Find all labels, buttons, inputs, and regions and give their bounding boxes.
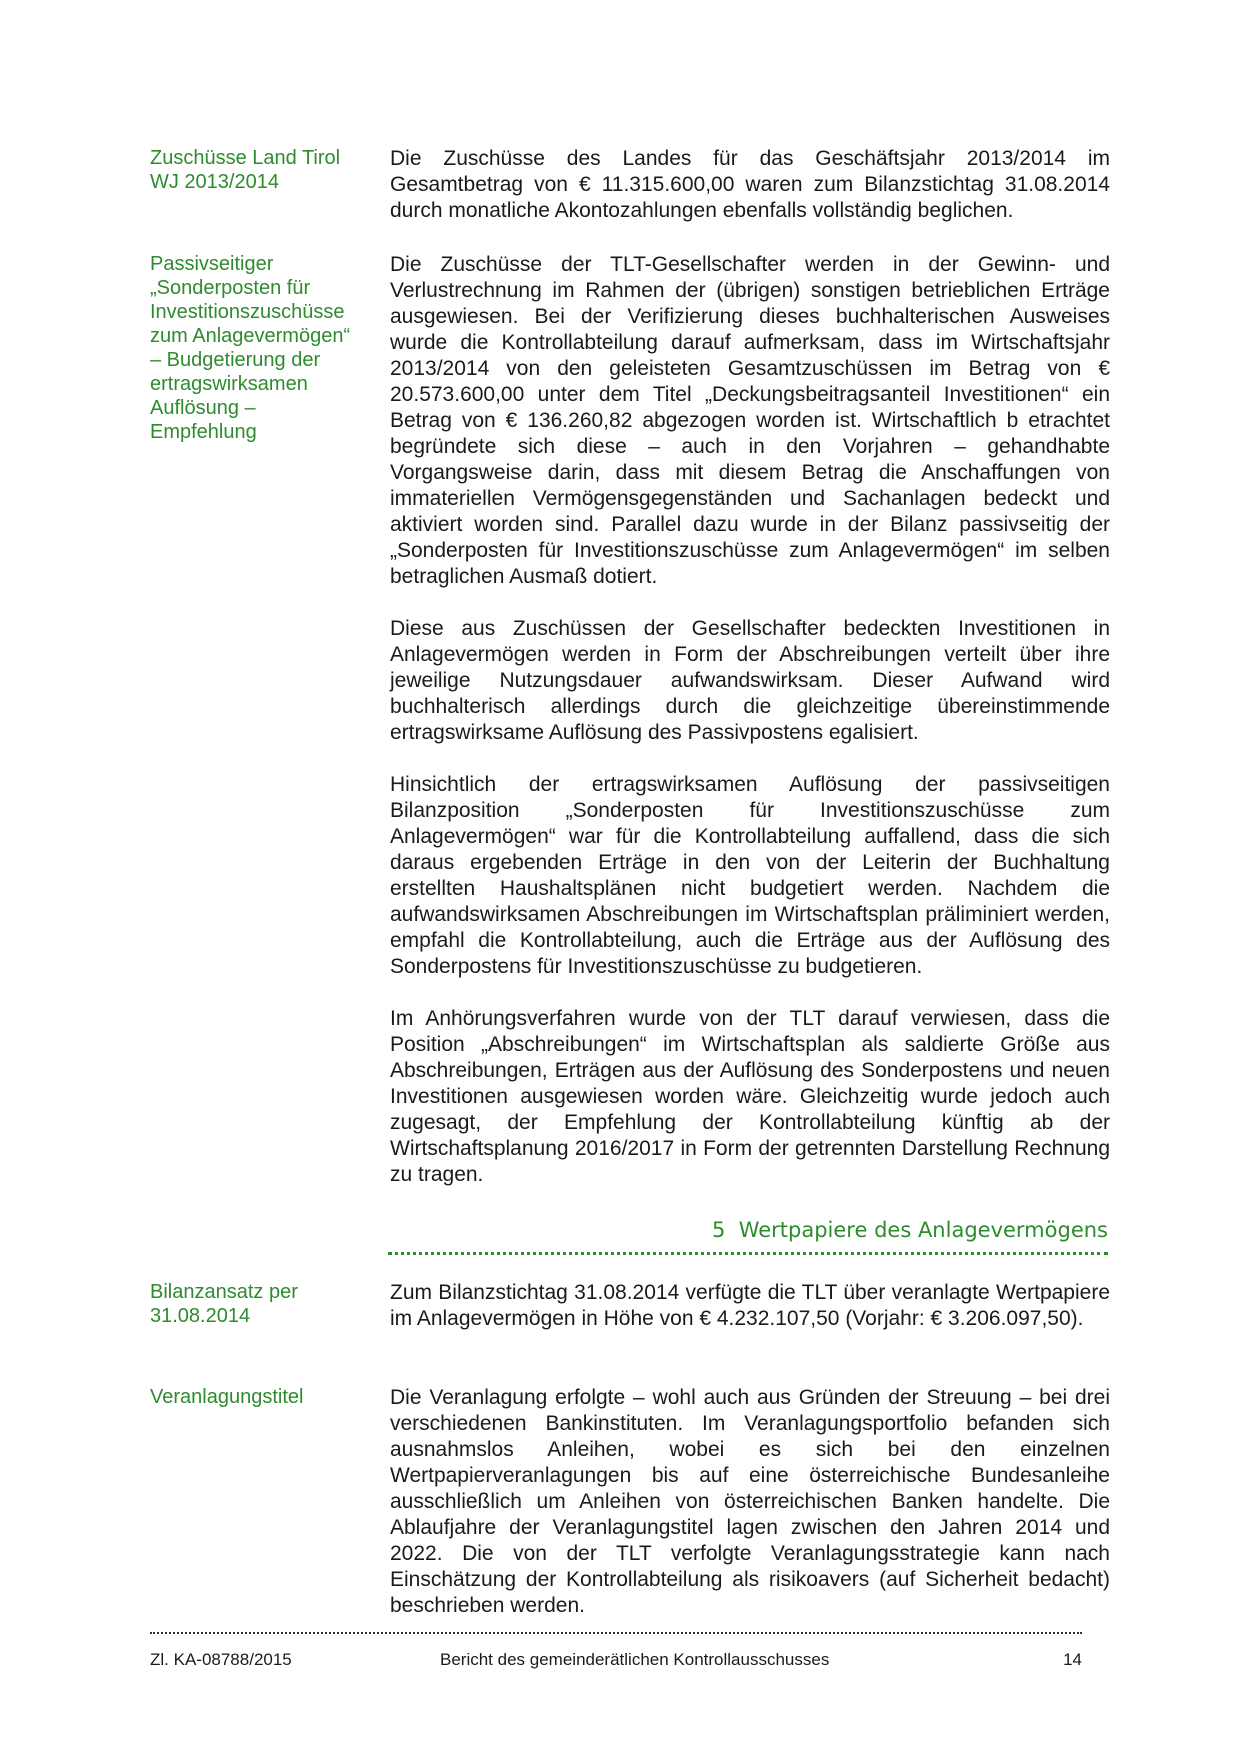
paragraph: Die Zuschüsse des Landes für das Geschäftsjahr 2013/2014 im Gesamtbetrag von € 11.315.600,00 waren zum Bilanzstichtag 31.08.2014 durch monatliche Akontozahlungen ebenfalls vollständig beglichen. <box>390 147 1110 222</box>
margin-label: Passivseitiger „Sonderposten für Investitionszuschüsse zum Anlagevermögen“ – Budgetierung der ertragswirksamen Auflösung – Empfehlung <box>150 253 351 443</box>
paragraph: Zum Bilanzstichtag 31.08.2014 verfügte die TLT über veranlagte Wertpapiere im Anlagevermögen in Höhe von € 4.232.107,50 (Vorjahr: € 3.206.097,50). <box>390 1281 1110 1330</box>
section-heading <box>388 1216 1108 1255</box>
paragraph: Diese aus Zuschüssen der Gesellschafter bedeckten Investitionen in Anlagevermögen werden in Form der Abschreibungen verteilt über ihre jeweilige Nutzungsdauer aufwandswirksam. Dieser Aufwand wird buchhalterisch allerdings durch die gleichzeitige übereinstimmende ertragswirksame Auflösung des Passivpostens egalisiert. <box>390 617 1110 744</box>
section-body <box>390 1385 1110 1619</box>
paragraph: Die Zuschüsse der TLT-Gesellschafter werden in der Gewinn- und Verlustrechnung im Rahmen der (übrigen) sonstigen betrieblichen Erträge ausgewiesen. Bei der Verifizierung dieses buchhalterischen Ausweises wurde die Kontrollabteilung darauf aufmerksam, dass im Wirtschaftsjahr 2013/2014 von den geleisteten Gesamtzuschüssen im Betrag von € 20.573.600,00 unter dem Titel „Deckungsbeitragsanteil Investitionen“ ein Betrag von € 136.260,82 abgezogen worden ist. Wirtschaftlich b etrachtet begründete sich diese – auch in den Vorjahren – gehandhabte Vorgangsweise darin, dass mit diesem Betrag die Anschaffungen von immateriellen Vermögensgegenständen und Sachanlagen bedeckt und aktiviert worden sind. Parallel dazu wurde in der Bilanz passivseitig der „Sonderposten für Investitionszuschüsse zum Anlagevermögen“ im selben betraglichen Ausmaß dotiert. <box>390 253 1110 588</box>
paragraph: Hinsichtlich der ertragswirksamen Auflösung der passivseitigen Bilanzposition „Sonderposten für Investitionszuschüsse zum Anlagevermögen“ war für die Kontrollabteilung auffallend, dass die sich daraus ergebenden Erträge in den von der Leiterin der Buchhaltung erstellten Haushaltsplänen nicht budgetiert werden. Nachdem die aufwandswirksamen Abschreibungen im Wirtschaftsplan präliminiert werden, empfahl die Kontrollabteilung, auch die Erträge aus der Auflösung des Sonderpostens für Investitionszuschüsse zu budgetieren. <box>390 773 1110 978</box>
footer-reference: Zl. KA-08788/2015 <box>150 1650 292 1669</box>
page-number: 14 <box>1063 1650 1082 1669</box>
section-body <box>390 146 1110 224</box>
section-body <box>390 252 1110 1188</box>
margin-label: Zuschüsse Land Tirol WJ 2013/2014 <box>150 147 341 193</box>
section-heading-text <box>712 1218 1108 1242</box>
paragraph: Die Veranlagung erfolgte – wohl auch aus Gründen der Streuung – bei drei verschiedenen Bankinstituten. Im Veranlagungsportfolio befanden sich ausnahmslos Anleihen, wobei es sich bei den einzelnen Wertpapierveranlagungen bis auf eine österreichische Bundesanleihe ausschließlich um Anleihen von österreichischen Banken handelte. Die Ablaufjahre der Veranlagungstitel lagen zwischen den Jahren 2014 und 2022. Die von der TLT verfolgte Veranlagungsstrategie kann nach Einschätzung der Kontrollabteilung als risikoavers (auf Sicherheit bedacht) beschrieben werden. <box>390 1386 1110 1617</box>
section-heading-title: Wertpapiere des Anlagevermögens <box>738 1218 1108 1242</box>
footer-report-title: Bericht des gemeinderätlichen Kontrollausschusses <box>440 1650 830 1669</box>
paragraph: Im Anhörungsverfahren wurde von der TLT darauf verwiesen, dass die Position „Abschreibungen“ im Wirtschaftsplan als saldierte Größe aus Abschreibungen, Erträgen aus der Auflösung des Sonderpostens und neuen Investitionen ausgewiesen worden wäre. Gleichzeitig wurde jedoch auch zugesagt, der Empfehlung der Kontrollabteilung künftig ab der Wirtschaftsplanung 2016/2017 in Form der getrennten Darstellung Rechnung zu tragen. <box>390 1007 1110 1186</box>
footer-divider <box>150 1632 1082 1634</box>
section-heading-number: 5 <box>711 1218 726 1242</box>
margin-label: Bilanzansatz per 31.08.2014 <box>150 1281 298 1327</box>
section-body <box>390 1280 1110 1332</box>
margin-label: Veranlagungstitel <box>150 1386 304 1408</box>
